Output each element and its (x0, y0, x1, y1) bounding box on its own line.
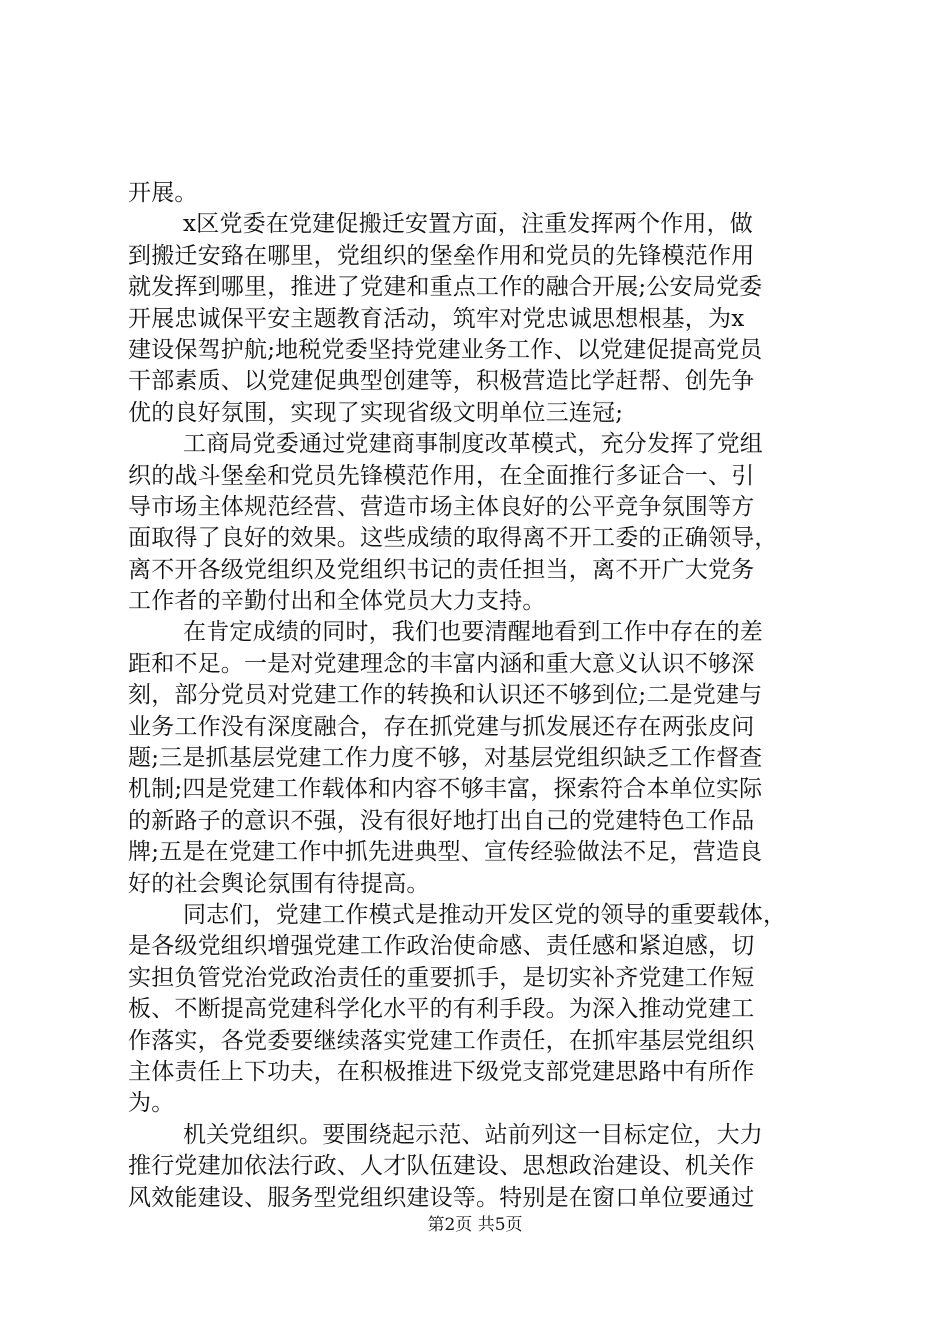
text-line: 为。 (128, 1090, 175, 1117)
text-line: 建设保驾护航;地税党委坚持党建业务工作、以党建促提高党员 (128, 336, 763, 363)
document-body (128, 178, 828, 1214)
text-line: 干部素质、以党建促典型创建等，积极营造比学赶帮、创先争 (128, 368, 755, 395)
text-line: 实担负管党治党政治责任的重要抓手，是切实补齐党建工作短 (128, 964, 755, 991)
text-line: 作落实，各党委要继续落实党建工作责任，在抓牢基层党组织 (128, 1027, 755, 1054)
text-line: 面取得了良好的效果。这些成绩的取得离不开工委的正确领导， (128, 525, 778, 552)
text-line: 同志们，党建工作模式是推动开发区党的领导的重要载体， (183, 901, 787, 928)
text-line: 到搬迁安臵在哪里，党组织的堡垒作用和党员的先锋模范作用 (128, 242, 755, 269)
text-line: 推行党建加依法行政、人才队伍建设、思想政治建设、机关作 (128, 1153, 755, 1180)
text-line: x区党委在党建促搬迁安置方面，注重发挥两个作用，做 (183, 211, 753, 238)
text-line: 就发挥到哪里，推进了党建和重点工作的融合开展;公安局党委 (128, 274, 763, 301)
text-line: 优的良好氛围，实现了实现省级文明单位三连冠; (128, 399, 624, 426)
text-line: 开展。 (128, 180, 198, 206)
text-line: 离不开各级党组织及党组织书记的责任担当，离不开广大党务 (128, 556, 755, 583)
text-line: 开展忠诚保平安主题教育活动，筑牢对党忠诚思想根基，为x (128, 305, 745, 332)
text-line: 织的战斗堡垒和党员先锋模范作用，在全面推行多证合一、引 (128, 462, 755, 489)
text-line: 牌;五是在党建工作中抓先进典型、宣传经验做法不足，营造良 (128, 839, 763, 866)
text-line: 刻，部分党员对党建工作的转换和认识还不够到位;二是党建与 (128, 682, 763, 709)
text-line: 题;三是抓基层党建工作力度不够，对基层党组织缺乏工作督查 (128, 745, 763, 772)
text-line: 距和不足。一是对党建理念的丰富内涵和重大意义认识不够深 (128, 650, 755, 677)
page-number-footer: 第2页 共5页 (427, 1215, 523, 1235)
text-line: 导市场主体规范经营、营造市场主体良好的公平竞争氛围等方 (128, 493, 755, 520)
text-line: 在肯定成绩的同时，我们也要清醒地看到工作中存在的差 (183, 619, 763, 646)
text-line: 好的社会舆论氛围有待提高。 (128, 870, 430, 897)
text-line: 工商局党委通过党建商事制度改革模式，充分发挥了党组 (183, 431, 763, 458)
text-line: 工作者的辛勤付出和全体党员大力支持。 (128, 588, 546, 615)
text-line: 机制;四是党建工作载体和内容不够丰富，探索符合本单位实际 (128, 776, 763, 803)
text-line: 业务工作没有深度融合，存在抓党建与抓发展还存在两张皮问 (128, 713, 755, 740)
text-line: 主体责任上下功夫，在积极推进下级党支部党建思路中有所作 (128, 1058, 755, 1085)
text-line: 风效能建设、服务型党组织建设等。特别是在窗口单位要通过 (128, 1184, 755, 1211)
text-line: 板、不断提高党建科学化水平的有利手段。为深入推动党建工 (128, 996, 755, 1023)
text-line: 的新路子的意识不强，没有很好地打出自己的党建特色工作品 (128, 807, 755, 834)
text-line: 机关党组织。要围绕起示范、站前列这一目标定位，大力 (183, 1121, 763, 1148)
text-line: 是各级党组织增强党建工作政治使命感、责任感和紧迫感，切 (128, 933, 755, 960)
